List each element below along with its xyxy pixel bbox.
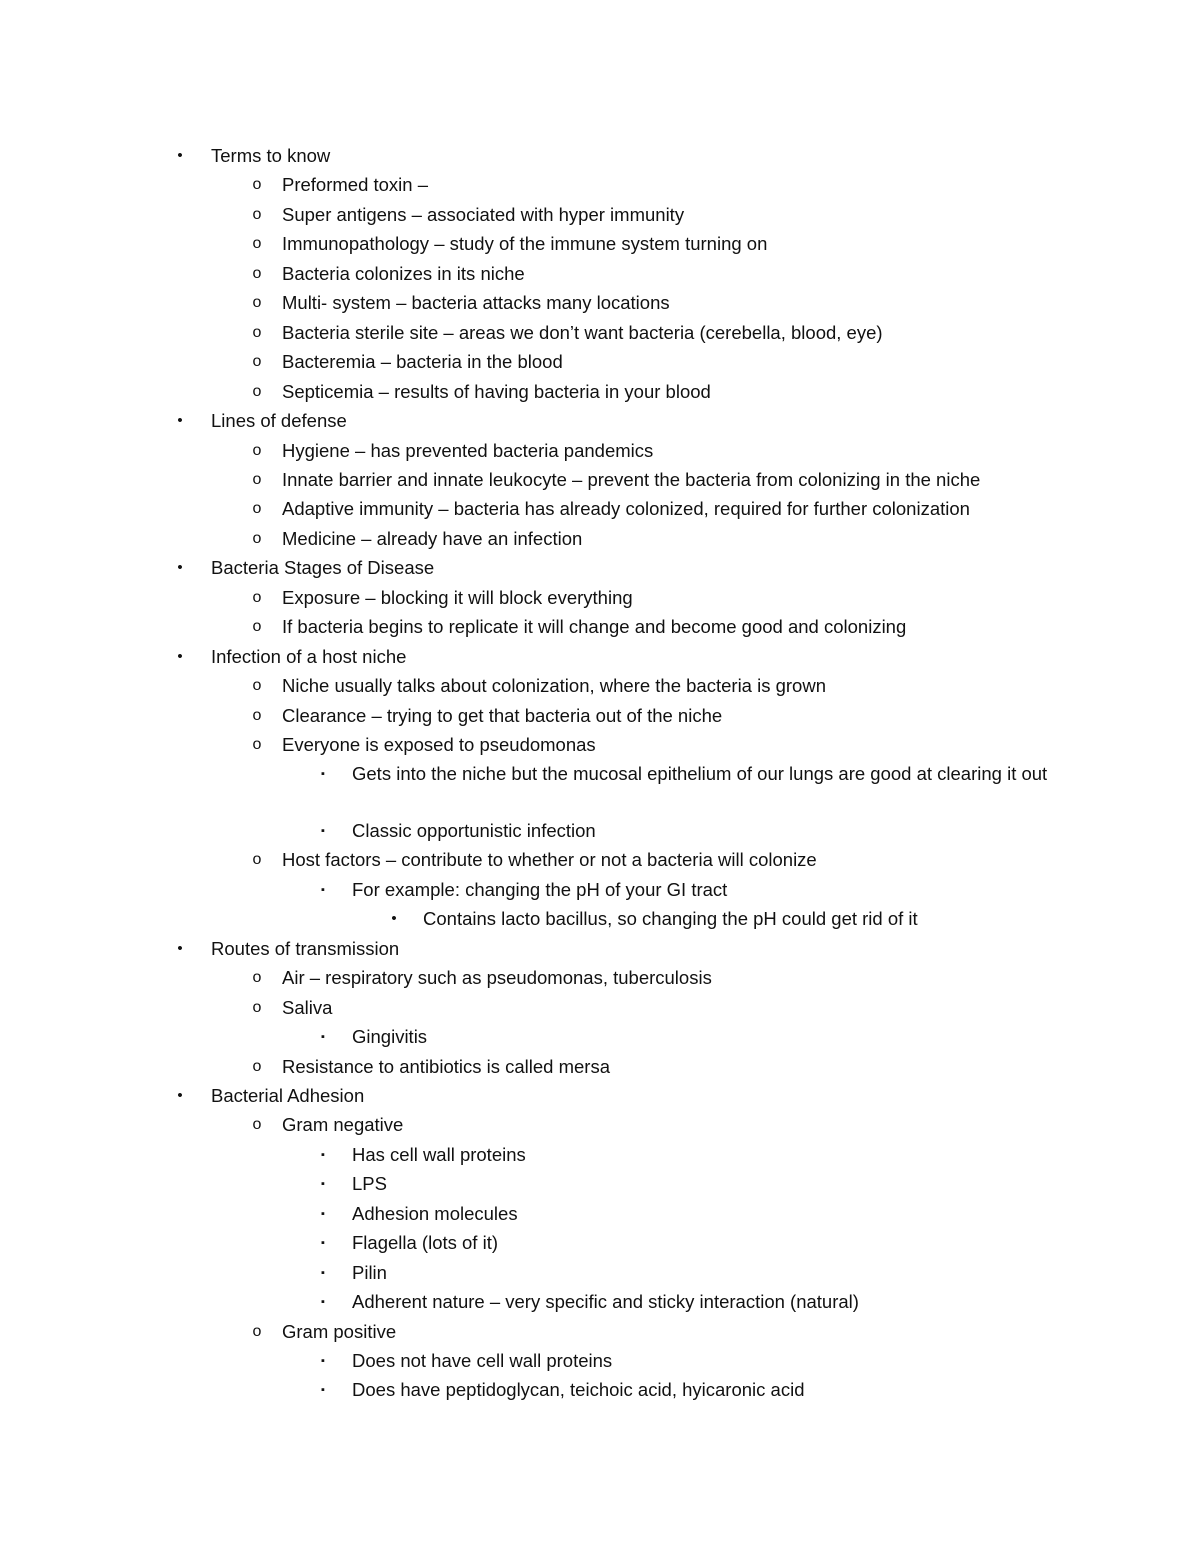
bullet-marker: o (252, 500, 262, 518)
outline-item-text: Gram positive (282, 1320, 397, 1342)
bullet-marker: o (252, 588, 262, 606)
bullet-marker: • (177, 647, 183, 665)
outline-item-text: Septicemia – results of having bacteria in your blood (282, 380, 711, 402)
outline-item-text: Bacteria sterile site – areas we don’t want bacteria (cerebella, blood, eye) (282, 321, 883, 343)
bullet-marker: ▪ (321, 1207, 325, 1220)
outline-item-text: Bacteria colonizes in its niche (282, 262, 525, 284)
outline-item-text: Gingivitis (352, 1026, 428, 1048)
bullet-marker: ▪ (321, 824, 325, 837)
bullet-marker: ▪ (321, 1178, 325, 1191)
outline-item-text: Saliva (282, 996, 333, 1018)
outline-item-text: Bacterial Adhesion (211, 1084, 365, 1106)
bullet-marker: o (252, 382, 262, 400)
bullet-marker: • (391, 910, 397, 928)
bullet-marker: • (177, 559, 183, 577)
bullet-marker: • (177, 939, 183, 957)
outline-item-text: Lines of defense (211, 410, 347, 432)
outline-item-text: Pilin (352, 1261, 387, 1283)
bullet-marker: • (177, 147, 183, 164)
outline-item-text: Adhesion molecules (352, 1202, 518, 1224)
bullet-marker: o (252, 235, 262, 253)
outline-item-text: If bacteria begins to replicate it will change and become good and colonizing (282, 616, 907, 638)
outline-item-text: Does have peptidoglycan, teichoic acid, hyicaronic acid (352, 1379, 805, 1401)
bullet-marker: ▪ (321, 883, 325, 896)
outline-item-text: LPS (352, 1173, 387, 1195)
bullet-marker: o (252, 1116, 262, 1134)
outline-item-text: Bacteria Stages of Disease (211, 557, 435, 579)
bullet-marker: • (177, 1086, 183, 1104)
bullet-marker: ▪ (321, 768, 325, 781)
outline-item-text: For example: changing the pH of your GI tract (352, 878, 728, 900)
outline-item-text: Has cell wall proteins (352, 1143, 526, 1165)
bullet-marker: o (252, 618, 262, 636)
outline-item-text: Flagella (lots of it) (352, 1232, 498, 1254)
outline-item-text: Everyone is exposed to pseudomonas (282, 734, 596, 755)
outline-item-text: Terms to know (211, 145, 331, 166)
bullet-marker: ▪ (321, 1266, 325, 1279)
bullet-marker: o (252, 264, 262, 282)
bullet-marker: o (252, 1322, 262, 1340)
outline-item-text: Adaptive immunity – bacteria has already colonized, required for further colonization (282, 498, 970, 520)
outline-item-text: Hygiene – has prevented bacteria pandemics (282, 439, 654, 461)
outline-item-text: Niche usually talks about colonization, where the bacteria is grown (282, 675, 826, 697)
outline-item-text: Innate barrier and innate leukocyte – prevent the bacteria from colonizing in the niche (282, 468, 981, 490)
bullet-marker: ▪ (321, 1237, 325, 1250)
bullet-marker: o (252, 1057, 262, 1075)
bullet-marker: o (252, 470, 262, 488)
outline-item-text: Adherent nature – very specific and sticky interaction (natural) (352, 1291, 859, 1313)
bullet-marker: o (252, 353, 262, 371)
outline-item-text: Exposure – blocking it will block everything (282, 586, 633, 608)
outline-item-text: Air – respiratory such as pseudomonas, tuberculosis (282, 967, 712, 989)
bullet-marker: ▪ (321, 1384, 325, 1397)
bullet-marker: ▪ (321, 1031, 325, 1044)
bullet-marker: ▪ (321, 1355, 325, 1367)
outline-item-text: Medicine – already have an infection (282, 527, 583, 549)
bullet-marker: o (252, 294, 262, 312)
bullet-marker: o (252, 529, 262, 547)
outline-item-text: Clearance – trying to get that bacteria out of the niche (282, 704, 723, 726)
outline-item-text: Gets into the niche but the mucosal epithelium of our lungs are good at clearing it out (352, 763, 1048, 785)
bullet-marker: o (252, 706, 262, 724)
bullet-marker: o (252, 441, 262, 459)
bullet-marker: o (252, 851, 262, 869)
bullet-marker: o (252, 205, 262, 223)
outline-item-text: Gram negative (282, 1114, 404, 1136)
bullet-marker: o (252, 677, 262, 695)
outline-item-text: Immunopathology – study of the immune system turning on (282, 233, 768, 255)
outline-item-text: Super antigens – associated with hyper immunity (282, 203, 685, 225)
outline-item-text: Multi- system – bacteria attacks many locations (282, 292, 670, 314)
outline-item-text: Classic opportunistic infection (352, 819, 596, 841)
bullet-marker: o (252, 176, 262, 194)
outline-item-text: Resistance to antibiotics is called mersa (282, 1055, 611, 1077)
bullet-marker: • (177, 412, 183, 430)
bullet-marker: o (252, 998, 262, 1016)
outline-item-text: Contains lacto bacillus, so changing the pH could get rid of it (423, 908, 918, 930)
bullet-marker: o (252, 323, 262, 341)
bullet-marker: o (252, 736, 262, 753)
bullet-marker: ▪ (321, 1148, 325, 1161)
bullet-marker: o (252, 969, 262, 987)
outline-item-text: Infection of a host niche (211, 645, 407, 667)
outline-item-text: Preformed toxin – (282, 174, 429, 196)
bullet-marker: ▪ (321, 1296, 325, 1309)
outline-item-text: Routes of transmission (211, 937, 400, 959)
outline-item-text: Does not have cell wall proteins (352, 1350, 613, 1371)
outline-item-text: Host factors – contribute to whether or not a bacteria will colonize (282, 849, 817, 871)
outline-item-text: Bacteremia – bacteria in the blood (282, 351, 563, 373)
